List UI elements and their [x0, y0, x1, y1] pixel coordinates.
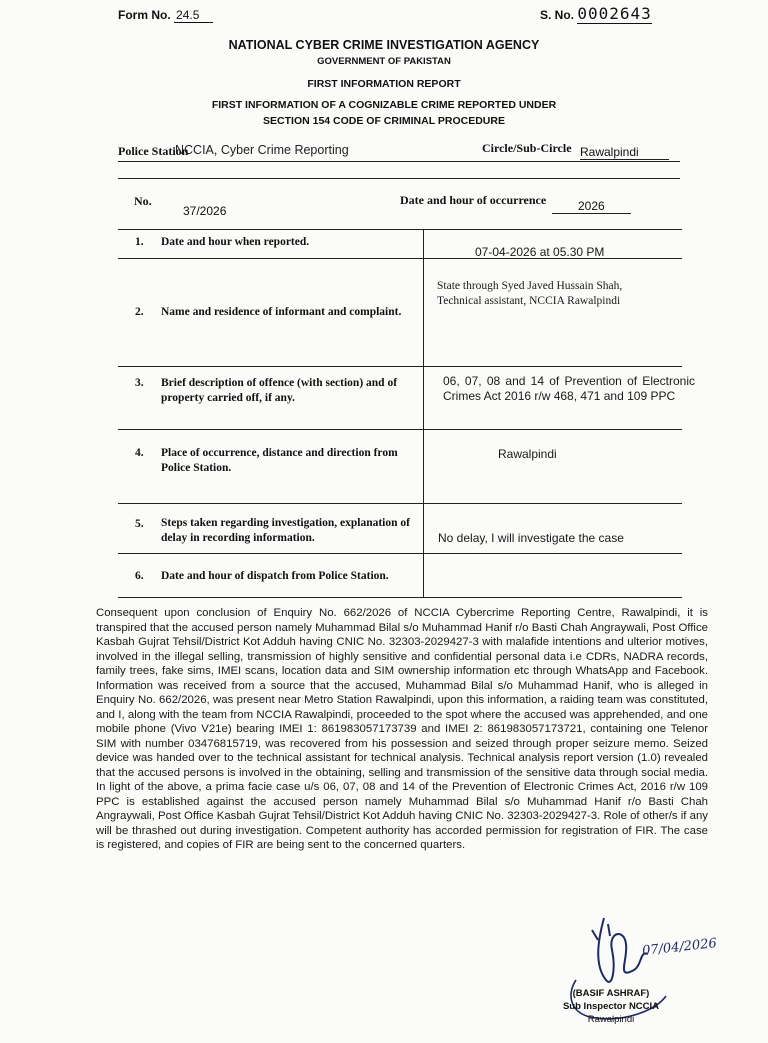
row-number: 4. — [135, 447, 144, 459]
case-number-label: No. — [134, 194, 152, 208]
row-number: 5. — [135, 518, 144, 530]
agency-title: NATIONAL CYBER CRIME INVESTIGATION AGENCY — [228, 38, 540, 52]
row-value: 06, 07, 08 and 14 of Prevention of Electronic Crimes Act 2016 r/w 468, 471 and 109 PPC — [443, 374, 695, 403]
table-border — [118, 366, 682, 367]
report-subtitle-line2: SECTION 154 CODE OF CRIMINAL PROCEDURE — [263, 115, 505, 127]
row-value: Rawalpindi — [498, 447, 557, 461]
table-border — [118, 597, 682, 598]
row-number: 3. — [135, 377, 144, 389]
row-label: Brief description of offence (with section) and of property carried off, if any. — [161, 377, 398, 404]
police-station-label: Police Station — [118, 144, 189, 158]
table-column-divider — [423, 229, 424, 597]
officer-station: Rawalpindi — [587, 1014, 635, 1025]
police-station-value: NCCIA, Cyber Crime Reporting — [175, 143, 349, 157]
row-label: Name and residence of informant and complaint. — [161, 306, 402, 318]
row-number: 2. — [135, 306, 144, 318]
row-number: 1. — [135, 236, 144, 248]
table-border — [118, 229, 682, 230]
table-border — [118, 553, 682, 554]
form-number-value: 24.5 — [174, 8, 213, 23]
serial-number — [540, 4, 652, 23]
divider — [118, 161, 680, 162]
divider — [118, 178, 680, 179]
row-value: 07-04-2026 at 05.30 PM — [475, 245, 605, 259]
signature-stamp — [546, 910, 726, 1030]
table-border — [118, 429, 682, 430]
row-value-line1: State through Syed Javed Hussain Shah, — [437, 280, 623, 292]
row-label: Date and hour of dispatch from Police Station. — [161, 570, 389, 582]
officer-designation: Sub Inspector NCCIA — [562, 1001, 660, 1012]
officer-name: (BASIF ASHRAF) — [572, 988, 650, 999]
serial-number-value: 0002643 — [577, 4, 652, 23]
row-value: No delay, I will investigate the case — [438, 531, 624, 545]
row-value-line2: Technical assistant, NCCIA Rawalpindi — [437, 295, 621, 307]
report-subtitle-line1: FIRST INFORMATION OF A COGNIZABLE CRIME REPORTED UNDER — [211, 99, 557, 111]
row-label: Date and hour when reported. — [161, 236, 310, 248]
form-number-label: Form No. — [118, 8, 171, 22]
case-number-value: 37/2026 — [183, 204, 227, 218]
narrative-paragraph: Consequent upon conclusion of Enquiry No. 662/2026 of NCCIA Cybercrime Reporting Centre, Rawalpindi, it is transpired that the accused person namely Muhammad Bilal s/o Muhammad Hanif r/o Basti Chah Angraywali, Post Office Kasbah Gujrat Tehsil/District Kot Adduh having CNIC No. 32303-2029427-3 with malafide intentions and ulterior motives, involved in the illegal selling, transmission of highly sensitive and confidential personal data i.e CDRs, NADRA records, family trees, fake sims, IMEI scans, location data and SIM ownership information etc through WhatsApp and Facebook. Information was received from a source that the accused, Muhammad Bilal s/o Muhammad Hanif, who is alleged in Enquiry No. 662/2026, was present near Metro Station Rawalpindi, upon this information, a raiding team was constituted, and I, along with the team from NCCIA Rawalpindi, proceeded to the spot where the accused was apprehended, and one mobile phone (Vivo V21e) bearing IMEI 1: 861983057173739 and IMEI 2: 861983057173721, containing one Telenor SIM with number 03476815719, was recovered from his possession and seized through proper seizure memo. Seized device was handed over to the technical assistant for technical analysis. Technical analysis report version (1.0) revealed that the accused persons is involved in the obtaining, selling and transmission of the sensitive data through social media. In light of the above, a prima facie case u/s 06, 07, 08 and 14 of the Prevention of Electronic Crimes Act, 2016 r/w 109 PPC is established against the accused person namely Muhammad Bilal s/o Muhammad Hanif r/o Basti Chah Angraywali, Post Office Kasbah Gujrat Tehsil/District Kot Adduh having CNIC No. 32303-2029427-3. Role of other/s if any will be thrashed out during investigation. Competent authority has accorded permission for registration of FIR. The case is registered, and copies of FIR are being sent to the concerned quarters. — [96, 607, 708, 851]
row-number: 6. — [135, 570, 144, 582]
circle-value: Rawalpindi — [580, 145, 669, 160]
occurrence-value: 2026 — [552, 199, 631, 214]
row-label: Place of occurrence, distance and direction from Police Station. — [161, 447, 398, 474]
occurrence-label: Date and hour of occurrence — [400, 193, 547, 207]
table-border — [118, 503, 682, 504]
report-title: FIRST INFORMATION REPORT — [307, 78, 461, 90]
circle-label: Circle/Sub-Circle — [482, 141, 572, 155]
fir-narrative — [96, 606, 708, 853]
serial-number-label: S. No. — [540, 8, 575, 22]
signature-date: 07/04/2026 — [641, 936, 718, 959]
government-title: GOVERNMENT OF PAKISTAN — [317, 56, 451, 67]
form-number — [118, 8, 213, 22]
signature-graphic — [546, 910, 726, 1030]
row-label: Steps taken regarding investigation, explanation of delay in recording information. — [161, 517, 410, 544]
